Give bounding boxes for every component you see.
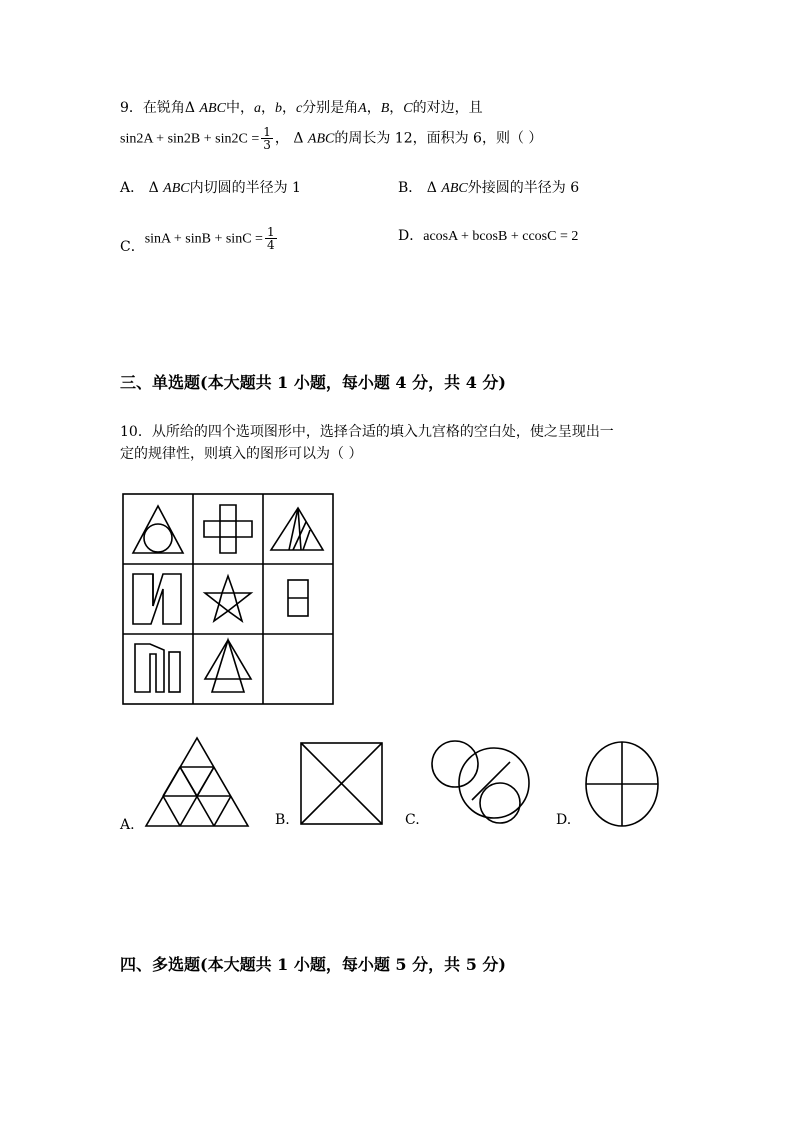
blank-cell — [264, 635, 332, 703]
q9-option-b[interactable]: B． Δ ABC外接圆的半径为 6 — [398, 180, 580, 196]
option-d-quartered-circle-figure — [584, 740, 660, 828]
cell-split-triangle-figure — [271, 508, 323, 550]
q9-option-c-fraction: $\frac{1}{4}$ — [266, 225, 275, 252]
cell-rectangle-divider-figure — [288, 580, 308, 616]
q9-option-d[interactable]: D．acosA + bcosB + ccosC = 2 — [398, 228, 579, 244]
nine-grid-figure — [123, 494, 333, 704]
cell-nested-triangle-figure — [205, 640, 251, 692]
q9-option-a[interactable]: A． Δ ABC内切圆的半径为 1 — [120, 180, 301, 196]
cell-triangle-circle-figure — [133, 506, 183, 553]
section3-heading: 三、单选题(本大题共 1 小题，每小题 4 分，共 4 分) — [120, 373, 506, 392]
cell-star-figure — [205, 576, 251, 621]
q10-option-a[interactable]: A. — [120, 817, 135, 833]
q9-fraction: $\frac{1}{3}$ — [263, 125, 271, 152]
option-a-triangle-figure — [144, 736, 250, 828]
q9-line2: sin2A + sin2B + sin2C = $\frac{1}{3}$ ， Δ ABC的周长为 12，面积为 6，则（ ） — [120, 125, 543, 152]
cell-n-shape-figure — [133, 574, 181, 624]
q10-option-c[interactable]: C. — [405, 812, 420, 828]
q10-option-d[interactable]: D. — [556, 812, 572, 828]
q10-line1: 10．从所给的四个选项图形中，选择合适的填入九宫格的空白处，使之呈现出一 — [120, 424, 614, 440]
cell-columns-figure — [135, 644, 180, 692]
q9-line1: 9．在锐角Δ ABC中，a，b，c分别是角A，B，C的对边，且 — [120, 100, 483, 116]
q10-line2: 定的规律性，则填入的图形可以为（ ） — [120, 446, 363, 462]
option-b-square-x-figure — [300, 742, 384, 826]
section4-heading: 四、多选题(本大题共 1 小题，每小题 5 分，共 5 分) — [120, 955, 506, 974]
q10-option-b[interactable]: B. — [275, 812, 290, 828]
q9-equation: sin2A + sin2B + sin2C = — [120, 131, 260, 147]
option-c-circles-figure — [430, 740, 534, 830]
q9-option-c[interactable]: C．sinA + sinB + sinC = $\frac{1}{4}$ — [120, 225, 275, 255]
cell-cross-figure — [204, 505, 252, 553]
triangle-symbol: Δ — [184, 100, 196, 116]
